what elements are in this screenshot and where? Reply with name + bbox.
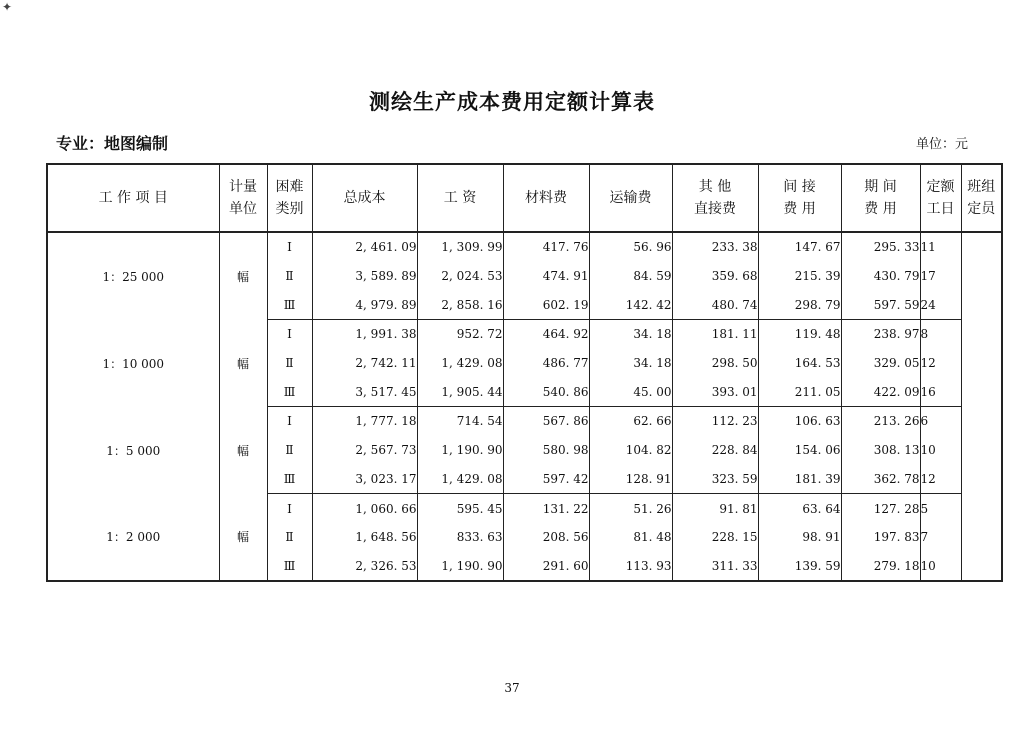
- total-cost-cell: 1, 991. 38: [312, 320, 417, 349]
- difficulty-class: Ⅲ: [267, 552, 312, 582]
- quota-days-cell: 12: [920, 349, 961, 378]
- total-cost-cell: 2, 567. 73: [312, 436, 417, 465]
- difficulty-class: Ⅱ: [267, 262, 312, 291]
- wages-cell: 833. 63: [417, 523, 503, 552]
- difficulty-class: Ⅱ: [267, 349, 312, 378]
- transport-cell: 84. 59: [589, 262, 672, 291]
- indirect-cell: 63. 64: [758, 494, 841, 523]
- materials-cell: 580. 98: [503, 436, 589, 465]
- period-cell: 362. 78: [841, 465, 920, 494]
- period-cell: 279. 18: [841, 552, 920, 582]
- transport-cell: 34. 18: [589, 349, 672, 378]
- difficulty-class: Ⅰ: [267, 320, 312, 349]
- transport-cell: 113. 93: [589, 552, 672, 582]
- difficulty-class: Ⅰ: [267, 232, 312, 262]
- header-work-item: 工 作 项 目: [47, 164, 219, 232]
- period-cell: 430. 79: [841, 262, 920, 291]
- header-wages: 工 资: [417, 164, 503, 232]
- indirect-cell: 106. 63: [758, 407, 841, 436]
- total-cost-cell: 3, 517. 45: [312, 377, 417, 406]
- quota-days-cell: 10: [920, 436, 961, 465]
- header-materials: 材料费: [503, 164, 589, 232]
- period-cell: 238. 97: [841, 320, 920, 349]
- other-direct-cell: 181. 11: [672, 320, 758, 349]
- materials-cell: 602. 19: [503, 290, 589, 319]
- table-row: [47, 320, 1002, 349]
- period-cell: 213. 26: [841, 407, 920, 436]
- header-total-cost: 总成本: [312, 164, 417, 232]
- indirect-cell: 147. 67: [758, 232, 841, 262]
- materials-cell: 567. 86: [503, 407, 589, 436]
- other-direct-cell: 298. 50: [672, 349, 758, 378]
- total-cost-cell: 2, 326. 53: [312, 552, 417, 582]
- wages-cell: 2, 024. 53: [417, 262, 503, 291]
- indirect-cell: 139. 59: [758, 552, 841, 582]
- other-direct-cell: 311. 33: [672, 552, 758, 582]
- indirect-cell: 119. 48: [758, 320, 841, 349]
- period-cell: 295. 33: [841, 232, 920, 262]
- total-cost-cell: 2, 461. 09: [312, 232, 417, 262]
- wages-cell: 1, 905. 44: [417, 377, 503, 406]
- indirect-cell: 298. 79: [758, 290, 841, 319]
- other-direct-cell: 233. 38: [672, 232, 758, 262]
- period-cell: 422. 09: [841, 377, 920, 406]
- difficulty-class: Ⅲ: [267, 290, 312, 319]
- transport-cell: 104. 82: [589, 436, 672, 465]
- materials-cell: 474. 91: [503, 262, 589, 291]
- other-direct-cell: 228. 15: [672, 523, 758, 552]
- other-direct-cell: 112. 23: [672, 407, 758, 436]
- difficulty-class: Ⅱ: [267, 436, 312, 465]
- total-cost-cell: 1, 060. 66: [312, 494, 417, 523]
- quota-days-cell: 12: [920, 465, 961, 494]
- transport-cell: 62. 66: [589, 407, 672, 436]
- header-row: [47, 164, 1002, 232]
- difficulty-class: Ⅲ: [267, 377, 312, 406]
- header-quota-days: 定额 工日: [920, 164, 961, 232]
- total-cost-cell: 3, 023. 17: [312, 465, 417, 494]
- team-size-cell: [961, 320, 1002, 407]
- other-direct-cell: 393. 01: [672, 377, 758, 406]
- difficulty-class: Ⅲ: [267, 465, 312, 494]
- transport-cell: 34. 18: [589, 320, 672, 349]
- total-cost-cell: 2, 742. 11: [312, 349, 417, 378]
- page-number: 37: [504, 681, 520, 695]
- materials-cell: 464. 92: [503, 320, 589, 349]
- team-size-cell: [961, 407, 1002, 494]
- quota-days-cell: 17: [920, 262, 961, 291]
- unit-cell: 幅: [219, 232, 267, 320]
- materials-cell: 417. 76: [503, 232, 589, 262]
- materials-cell: 597. 42: [503, 465, 589, 494]
- team-size-cell: [961, 494, 1002, 582]
- work-item-scale: 1：2 000: [47, 494, 219, 582]
- total-cost-cell: 3, 589. 89: [312, 262, 417, 291]
- transport-cell: 81. 48: [589, 523, 672, 552]
- transport-cell: 51. 26: [589, 494, 672, 523]
- wages-cell: 1, 190. 90: [417, 552, 503, 582]
- table-row: [47, 407, 1002, 436]
- transport-cell: 56. 96: [589, 232, 672, 262]
- quota-days-cell: 8: [920, 320, 961, 349]
- total-cost-cell: 1, 648. 56: [312, 523, 417, 552]
- wages-cell: 1, 190. 90: [417, 436, 503, 465]
- other-direct-cell: 323. 59: [672, 465, 758, 494]
- wages-cell: 714. 54: [417, 407, 503, 436]
- quota-days-cell: 16: [920, 377, 961, 406]
- period-cell: 308. 13: [841, 436, 920, 465]
- wages-cell: 595. 45: [417, 494, 503, 523]
- period-cell: 197. 83: [841, 523, 920, 552]
- materials-cell: 131. 22: [503, 494, 589, 523]
- cost-quota-table: [46, 163, 1003, 582]
- indirect-cell: 98. 91: [758, 523, 841, 552]
- header-period: 期 间 费 用: [841, 164, 920, 232]
- difficulty-class: Ⅰ: [267, 407, 312, 436]
- indirect-cell: 211. 05: [758, 377, 841, 406]
- table-row: [47, 232, 1002, 262]
- header-transport: 运输费: [589, 164, 672, 232]
- quota-days-cell: 7: [920, 523, 961, 552]
- materials-cell: 540. 86: [503, 377, 589, 406]
- header-other-direct: 其 他 直接费: [672, 164, 758, 232]
- other-direct-cell: 91. 81: [672, 494, 758, 523]
- materials-cell: 208. 56: [503, 523, 589, 552]
- indirect-cell: 215. 39: [758, 262, 841, 291]
- unit-cell: 幅: [219, 494, 267, 582]
- header-team-size: 班组 定员: [961, 164, 1002, 232]
- transport-cell: 128. 91: [589, 465, 672, 494]
- quota-days-cell: 6: [920, 407, 961, 436]
- indirect-cell: 154. 06: [758, 436, 841, 465]
- materials-cell: 486. 77: [503, 349, 589, 378]
- specialty-label: 专业：地图编制: [56, 134, 169, 153]
- transport-cell: 142. 42: [589, 290, 672, 319]
- difficulty-class: Ⅰ: [267, 494, 312, 523]
- quota-days-cell: 10: [920, 552, 961, 582]
- period-cell: 329. 05: [841, 349, 920, 378]
- indirect-cell: 164. 53: [758, 349, 841, 378]
- indirect-cell: 181. 39: [758, 465, 841, 494]
- table-row: [47, 494, 1002, 523]
- page-title: 测绘生产成本费用定额计算表: [369, 89, 655, 114]
- currency-unit-note: 单位：元: [916, 137, 969, 152]
- wages-cell: 1, 429. 08: [417, 349, 503, 378]
- other-direct-cell: 359. 68: [672, 262, 758, 291]
- work-item-scale: 1：25 000: [47, 232, 219, 320]
- total-cost-cell: 1, 777. 18: [312, 407, 417, 436]
- period-cell: 127. 28: [841, 494, 920, 523]
- unit-cell: 幅: [219, 320, 267, 407]
- team-size-cell: [961, 232, 1002, 320]
- unit-cell: 幅: [219, 407, 267, 494]
- header-difficulty: 困难 类别: [267, 164, 312, 232]
- corner-mark: ✦: [2, 0, 13, 14]
- wages-cell: 1, 429. 08: [417, 465, 503, 494]
- difficulty-class: Ⅱ: [267, 523, 312, 552]
- header-indirect: 间 接 费 用: [758, 164, 841, 232]
- other-direct-cell: 480. 74: [672, 290, 758, 319]
- period-cell: 597. 59: [841, 290, 920, 319]
- quota-days-cell: 24: [920, 290, 961, 319]
- materials-cell: 291. 60: [503, 552, 589, 582]
- quota-days-cell: 11: [920, 232, 961, 262]
- quota-days-cell: 5: [920, 494, 961, 523]
- header-unit: 计量 单位: [219, 164, 267, 232]
- other-direct-cell: 228. 84: [672, 436, 758, 465]
- wages-cell: 952. 72: [417, 320, 503, 349]
- transport-cell: 45. 00: [589, 377, 672, 406]
- work-item-scale: 1：10 000: [47, 320, 219, 407]
- wages-cell: 1, 309. 99: [417, 232, 503, 262]
- total-cost-cell: 4, 979. 89: [312, 290, 417, 319]
- wages-cell: 2, 858. 16: [417, 290, 503, 319]
- work-item-scale: 1：5 000: [47, 407, 219, 494]
